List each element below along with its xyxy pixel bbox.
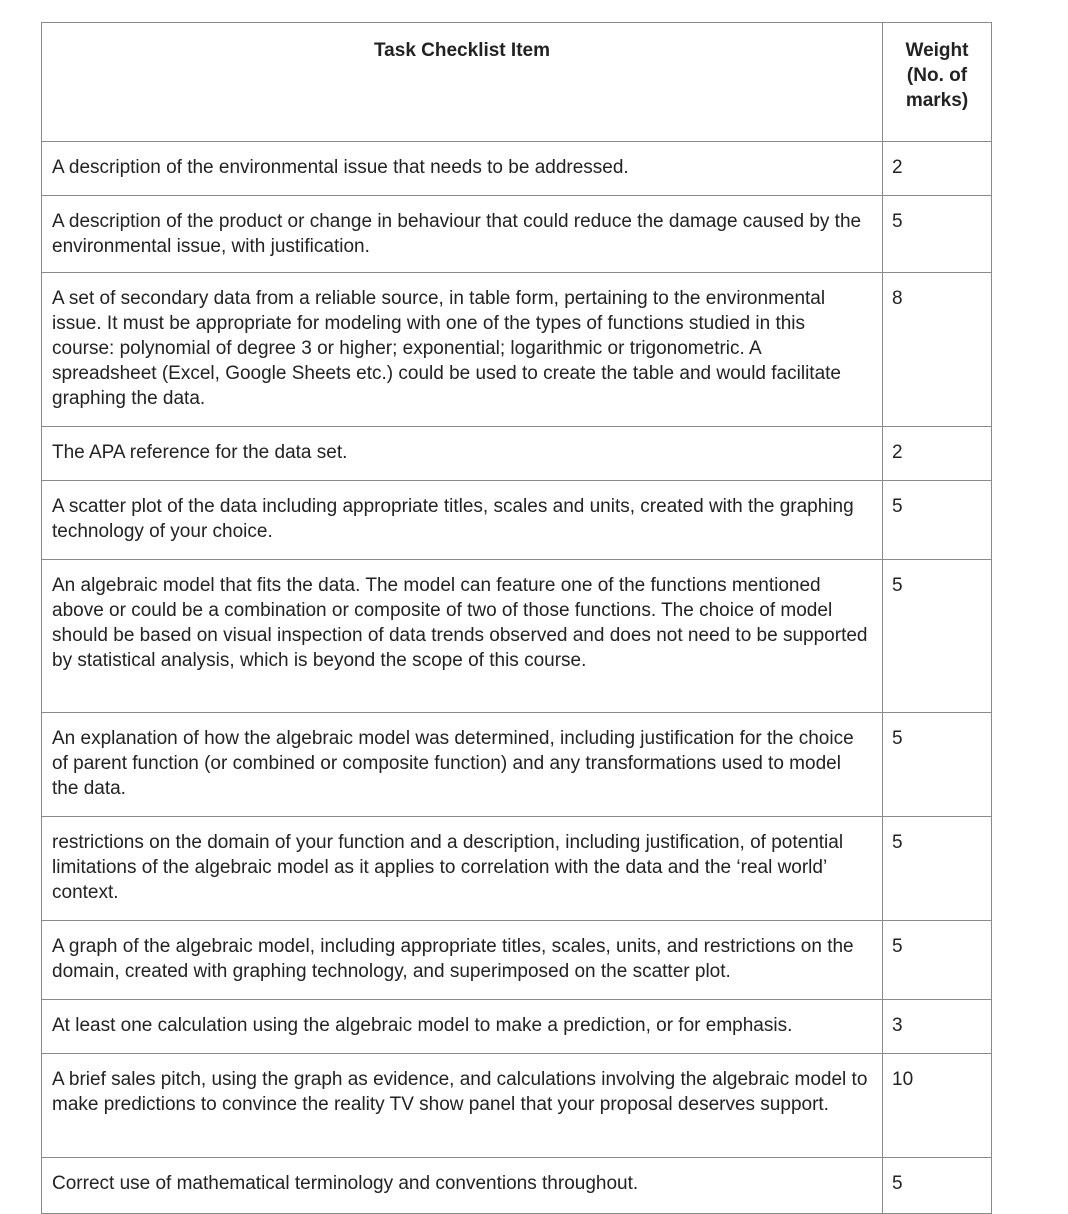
checklist-item: A set of secondary data from a reliable source, in table form, pertaining to the environmental issue. It must be appropriate for modeling with one of the types of functions studied in this course: polynomial of degree 3 or higher; exponential; logarithmic or trigonometric. A spreadsheet (Excel, Google Sheets etc.) could be used to create the table and would facilitate graphing the data. [42,273,883,427]
table-row [42,481,992,560]
table-row [42,1000,992,1054]
weight-value: 2 [883,142,992,196]
weight-value: 5 [883,817,992,921]
checklist-item: An algebraic model that fits the data. The model can feature one of the functions mentioned above or could be a combination or composite of two of those functions. The choice of model should be based on visual inspection of data trends observed and does not need to be supported by statistical analysis, which is beyond the scope of this course. [42,560,883,713]
header-row [42,23,992,142]
weight-value: 8 [883,273,992,427]
table-row [42,713,992,817]
weight-value: 5 [883,481,992,560]
weight-value: 5 [883,921,992,1000]
weight-value: 10 [883,1054,992,1158]
table-row [42,196,992,273]
checklist-item: A scatter plot of the data including appropriate titles, scales and units, created with the graphing technology of your choice. [42,481,883,560]
header-weight-line1: Weight [905,40,969,61]
table-row [42,817,992,921]
weight-value: 2 [883,427,992,481]
checklist-item: A brief sales pitch, using the graph as evidence, and calculations involving the algebraic model to make predictions to convince the reality TV show panel that your proposal deserves support. [42,1054,883,1158]
checklist-item: A description of the environmental issue that needs to be addressed. [42,142,883,196]
table-row [42,273,992,427]
checklist-item: A graph of the algebraic model, including appropriate titles, scales, units, and restrictions on the domain, created with graphing technology, and superimposed on the scatter plot. [42,921,883,1000]
table-row [42,921,992,1000]
table-row [42,427,992,481]
header-weight [883,23,992,142]
table-row [42,142,992,196]
checklist-item: restrictions on the domain of your function and a description, including justification, of potential limitations of the algebraic model as it applies to correlation with the data and the ‘real world’ context. [42,817,883,921]
table-row [42,560,992,713]
header-weight-line3: marks) [905,90,969,111]
weight-value: 5 [883,713,992,817]
weight-value: 3 [883,1000,992,1054]
checklist-item: A description of the product or change in behaviour that could reduce the damage caused by the environmental issue, with justification. [42,196,883,273]
weight-value: 5 [883,560,992,713]
checklist-item: An explanation of how the algebraic model was determined, including justification for the choice of parent function (or combined or composite function) and any transformations used to model the data. [42,713,883,817]
header-weight-line2: (No. of [906,65,968,86]
header-task-checklist-item: Task Checklist Item [42,23,883,142]
checklist-item: The APA reference for the data set. [42,427,883,481]
task-checklist-table [41,22,992,1214]
weight-value: 5 [883,196,992,273]
table-row [42,1054,992,1158]
checklist-item: Correct use of mathematical terminology and conventions throughout. [42,1158,883,1214]
weight-value: 5 [883,1158,992,1214]
checklist-item: At least one calculation using the algebraic model to make a prediction, or for emphasis. [42,1000,883,1054]
